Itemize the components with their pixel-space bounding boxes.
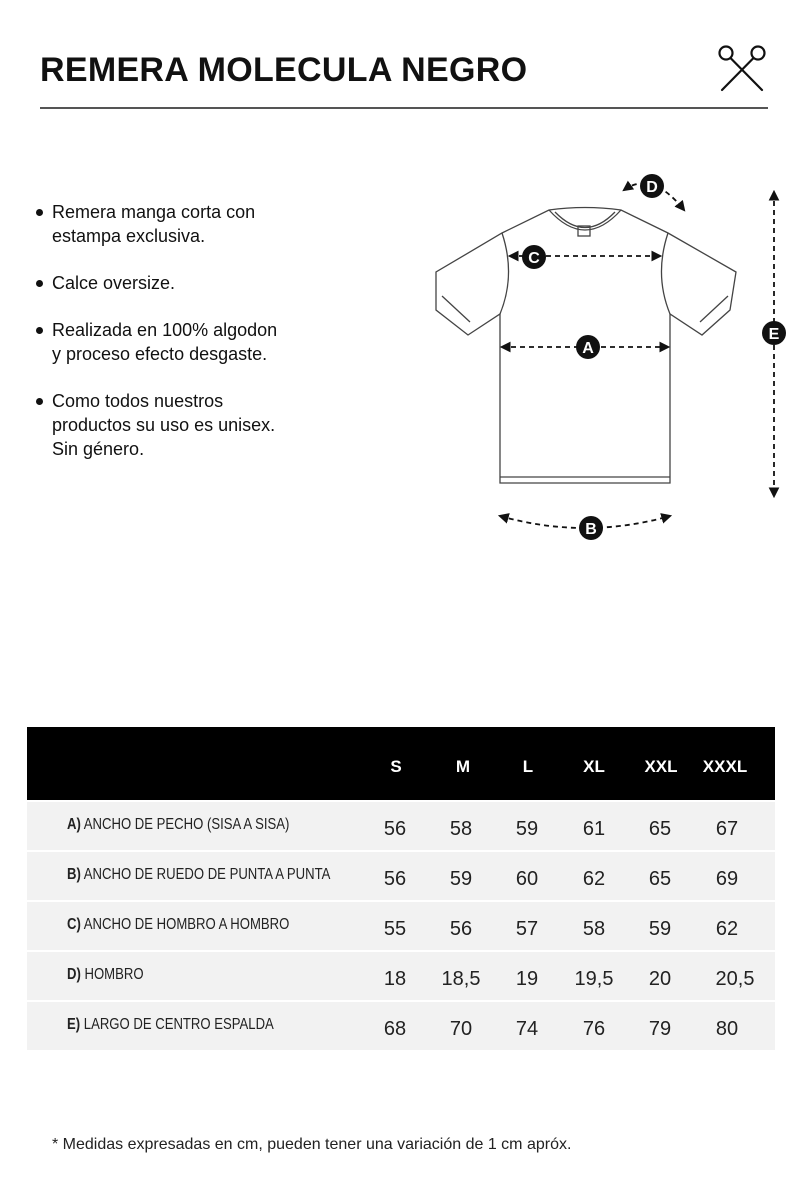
size-table	[27, 727, 775, 1050]
table-cell: 80	[715, 1018, 739, 1040]
measurement-label: A) ANCHO DE PECHO (SISA A SISA)	[67, 816, 290, 833]
marker-c	[522, 245, 546, 269]
size-header: XL	[583, 757, 605, 776]
svg-text:E: E	[768, 326, 780, 343]
title-divider	[40, 107, 768, 109]
table-cell: 65	[648, 868, 672, 890]
table-cell: 59	[515, 818, 539, 840]
table-cell: 56	[383, 868, 407, 890]
table-cell: 56	[449, 918, 473, 940]
table-cell: 56	[383, 818, 407, 840]
table-cell: 76	[582, 1018, 606, 1040]
table-cell: 60	[515, 868, 539, 890]
size-table-header	[27, 727, 775, 800]
table-row	[27, 852, 775, 900]
svg-text:B: B	[585, 521, 597, 538]
table-cell: 58	[582, 918, 606, 940]
measurement-label: D) HOMBRO	[67, 966, 144, 983]
svg-text:D: D	[646, 179, 658, 196]
feature-item: Realizada en 100% algodon y proceso efecto desgaste.	[34, 318, 364, 366]
table-cell: 61	[582, 818, 606, 840]
table-row	[27, 802, 775, 850]
table-cell: 59	[449, 868, 473, 890]
measurement-label: B) ANCHO DE RUEDO DE PUNTA A PUNTA	[67, 866, 331, 883]
table-cell: 70	[449, 1018, 473, 1040]
table-cell: 18,5	[441, 968, 481, 990]
svg-text:A: A	[582, 340, 594, 357]
measurement-label: E) LARGO DE CENTRO ESPALDA	[67, 1016, 274, 1033]
feature-list	[34, 200, 364, 484]
measurement-label: C) ANCHO DE HOMBRO A HOMBRO	[67, 916, 290, 933]
size-header: XXXL	[702, 757, 748, 776]
table-cell: 68	[383, 1018, 407, 1040]
table-cell: 18	[383, 968, 407, 990]
table-cell: 62	[715, 918, 739, 940]
table-cell: 62	[582, 868, 606, 890]
table-cell: 57	[515, 918, 539, 940]
table-cell: 67	[715, 818, 739, 840]
marker-e	[762, 321, 786, 345]
feature-item: Calce oversize.	[34, 271, 364, 295]
size-header: XXL	[644, 757, 678, 776]
page-title: REMERA MOLECULA NEGRO	[40, 51, 528, 89]
table-cell: 19	[515, 968, 539, 990]
table-cell: 79	[648, 1018, 672, 1040]
table-cell: 20,5	[715, 968, 755, 990]
table-cell: 58	[449, 818, 473, 840]
table-cell: 65	[648, 818, 672, 840]
tshirt-measurement-diagram	[420, 160, 800, 550]
size-header: S	[390, 757, 402, 776]
marker-a	[576, 335, 600, 359]
table-cell: 55	[383, 918, 407, 940]
table-cell: 74	[515, 1018, 539, 1040]
table-row	[27, 952, 775, 1000]
marker-d	[640, 174, 664, 198]
size-header: L	[522, 757, 534, 776]
table-cell: 69	[715, 868, 739, 890]
table-row	[27, 902, 775, 950]
measurement-footnote: * Medidas expresadas en cm, pueden tener una variación de 1 cm apróx.	[52, 1136, 572, 1153]
feature-item: Remera manga corta con estampa exclusiva.	[34, 200, 364, 248]
feature-item: Como todos nuestros productos su uso es unisex. Sin género.	[34, 389, 364, 461]
svg-text:C: C	[528, 250, 540, 267]
scissors-icon	[716, 42, 768, 92]
table-cell: 19,5	[574, 968, 614, 990]
table-cell: 20	[648, 968, 672, 990]
size-header: M	[455, 757, 471, 776]
table-cell: 59	[648, 918, 672, 940]
marker-b	[579, 516, 603, 540]
table-row	[27, 1002, 775, 1050]
